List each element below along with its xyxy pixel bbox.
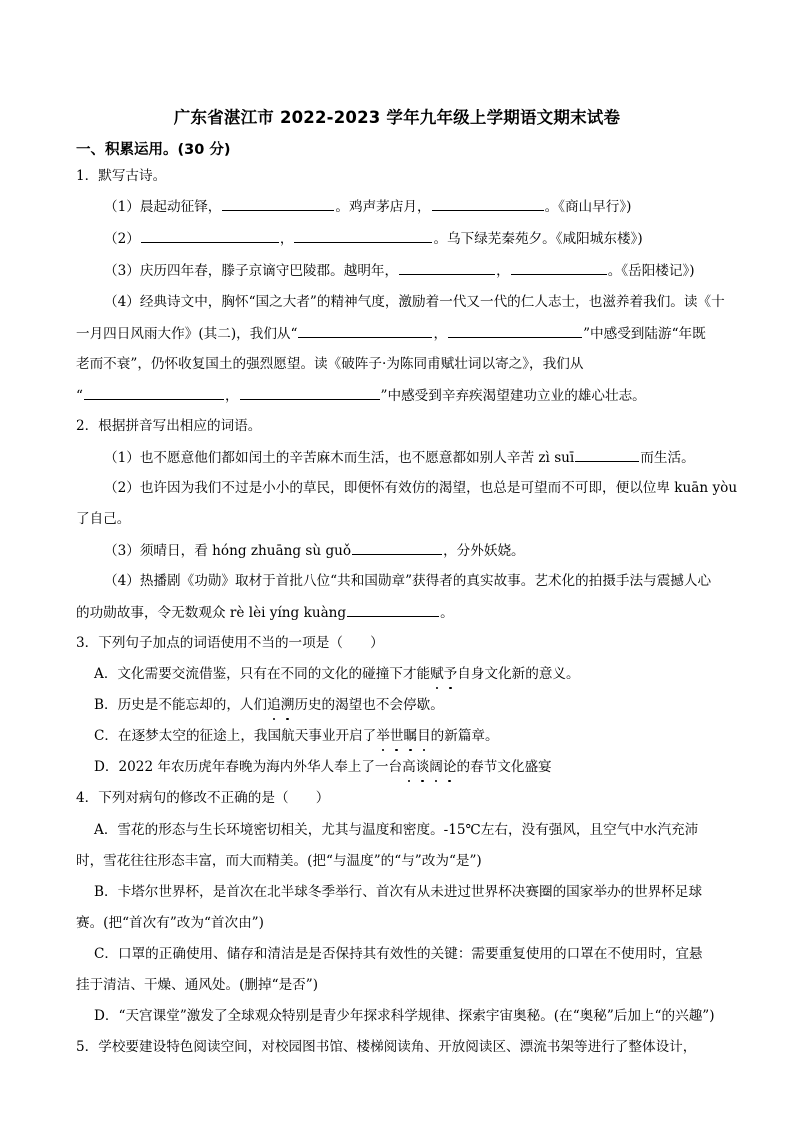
q1-part4-line2: 一月四日风雨大作》(其二)，我们从“ ， ”中感受到陆游“年既 bbox=[76, 323, 716, 344]
emphasis-char: 溯 bbox=[280, 697, 295, 713]
dotted-word bbox=[430, 666, 457, 682]
answer-blank[interactable] bbox=[347, 602, 439, 617]
answer-blank[interactable] bbox=[511, 260, 607, 275]
q4-option-a-line1: A．雪花的形态与生长环境密切相关，尤其与温度和密度。-15℃左右，没有强风，且空气中水汽充沛 bbox=[94, 822, 699, 838]
dotted-word bbox=[267, 697, 294, 713]
q1-stem: 1．默写古诗。 bbox=[76, 168, 167, 184]
answer-blank[interactable] bbox=[575, 447, 639, 462]
q2-part4-line2: 的功勋故事，令无数观众 rè lèi yíng kuàng 。 bbox=[76, 602, 716, 623]
q4-option-b-line1: B．卡塔尔世界杯，是首次在北半球冬季举行、首次有从未进过世界杯决赛圈的国家举办的世界杯足球 bbox=[94, 884, 703, 900]
q2-part4-line1: （4）热播剧《功勋》取材于首批八位“共和国勋章”获得者的真实故事。艺术化的拍摄手法与震撼人心 bbox=[104, 573, 712, 589]
answer-blank[interactable] bbox=[84, 385, 224, 400]
q3-option-d: D．2022 年农历虎年春晚为海内外华人奉上了一台高谈阔论的春节文化盛宴 bbox=[94, 759, 552, 775]
answer-blank[interactable] bbox=[294, 228, 432, 243]
answer-blank[interactable] bbox=[222, 196, 334, 211]
emphasis-char: 赋 bbox=[430, 666, 444, 682]
q1-part3: （3）庆历四年春，滕子京谪守巴陵郡。越明年， ， 。《岳阳楼记》) bbox=[104, 260, 716, 281]
emphasis-char: 论 bbox=[442, 759, 457, 775]
q1-part4-line1: （4）经典诗文中，胸怀“国之大者”的精神气度，激励着一代又一代的仁人志士，也滋养着我们。读《十 bbox=[104, 294, 725, 310]
answer-blank[interactable] bbox=[432, 196, 544, 211]
q4-stem: 4．下列对病句的修改不正确的是（ ） bbox=[76, 790, 330, 806]
q2-part2-line2: 了自己。 bbox=[76, 511, 131, 527]
q3-stem: 3．下列句子加点的词语使用不当的一项是（ ） bbox=[76, 635, 384, 651]
q4-option-a-line2: 时，雪花往往形态丰富，而大而精美。(把“与温度”的“与”改为“是”) bbox=[76, 853, 482, 869]
exam-title: 广东省湛江市 2022-2023 学年九年级上学期语文期末试卷 bbox=[173, 108, 621, 127]
answer-blank[interactable] bbox=[352, 540, 442, 555]
dotted-word bbox=[402, 759, 456, 775]
answer-blank[interactable] bbox=[399, 260, 495, 275]
emphasis-char: 阔 bbox=[429, 759, 443, 775]
q4-option-b-line2: 赛。(把“首次有”改为“首次由”) bbox=[76, 915, 264, 931]
q1-part4-line3: 老而不衰”，仍怀收复国土的强烈愿望。读《破阵子·为陈同甫赋壮词以寄之》，我们从 bbox=[76, 356, 584, 372]
q1-part4-line4: “ ， ”中感受到辛弃疾渴望建功立业的雄心壮志。 bbox=[76, 385, 716, 406]
answer-blank[interactable] bbox=[240, 385, 380, 400]
dotted-word bbox=[376, 728, 430, 744]
q3-option-b: B．历史是不能忘却的，人们追溯历史的渴望也不会停歇。 bbox=[94, 697, 444, 713]
answer-blank[interactable] bbox=[141, 228, 279, 243]
emphasis-char: 高 bbox=[402, 759, 416, 775]
emphasis-char: 追 bbox=[267, 697, 281, 713]
emphasis-char: 瞩 bbox=[403, 728, 418, 744]
answer-blank[interactable] bbox=[448, 323, 582, 338]
emphasis-char: 目 bbox=[417, 728, 431, 744]
q2-stem: 2．根据拼音写出相应的词语。 bbox=[76, 418, 262, 434]
emphasis-char: 世 bbox=[389, 728, 404, 744]
q4-option-c-line2: 挂于清洁、干燥、通风处。(删掉“是否”) bbox=[76, 977, 319, 993]
q3-option-a: A．文化需要交流借鉴，只有在不同的文化的碰撞下才能赋予自身文化新的意义。 bbox=[94, 666, 580, 682]
emphasis-char: 予 bbox=[443, 666, 458, 682]
section-heading: 一、积累运用。(30 分) bbox=[76, 142, 231, 158]
emphasis-char: 举 bbox=[376, 728, 390, 744]
q4-option-d: D．“天宫课堂”激发了全球观众特别是青少年探求科学规律、探索宇宙奥秘。(在“奥秘”后加上“的兴趣”) bbox=[94, 1008, 715, 1024]
emphasis-char: 谈 bbox=[415, 759, 430, 775]
q3-option-c: C．在逐梦太空的征途上，我国航天事业开启了举世瞩目的新篇章。 bbox=[94, 728, 499, 744]
q4-option-c-line1: C．口罩的正确使用、储存和清洁是是否保持其有效性的关键：需要重复使用的口罩在不使用时，宜悬 bbox=[94, 946, 703, 962]
q5-stem: 5．学校要建设特色阅读空间，对校园图书馆、楼梯阅读角、开放阅读区、漂流书架等进行了整体设计， bbox=[76, 1039, 697, 1055]
q2-part3: （3）须晴日，看 hóng zhuāng sù guǒ ，分外妖娆。 bbox=[104, 540, 716, 561]
q2-part2-line1: （2）也许因为我们不过是小小的草民，即便怀有效仿的渴望，也总是可望而不可即，便以位卑 kuān yòu bbox=[104, 480, 738, 496]
q2-part1: （1）也不愿意他们都如闰土的辛苦麻木而生活，也不愿意都如别人辛苦 zì suī 而生活。 bbox=[104, 447, 716, 468]
q1-part2: （2） ， 。乌下绿芜秦苑夕。《咸阳城东楼》) bbox=[104, 228, 716, 249]
q1-part1: （1）晨起动征铎， 。鸡声茅店月， 。《商山早行》) bbox=[104, 196, 716, 217]
answer-blank[interactable] bbox=[298, 323, 432, 338]
